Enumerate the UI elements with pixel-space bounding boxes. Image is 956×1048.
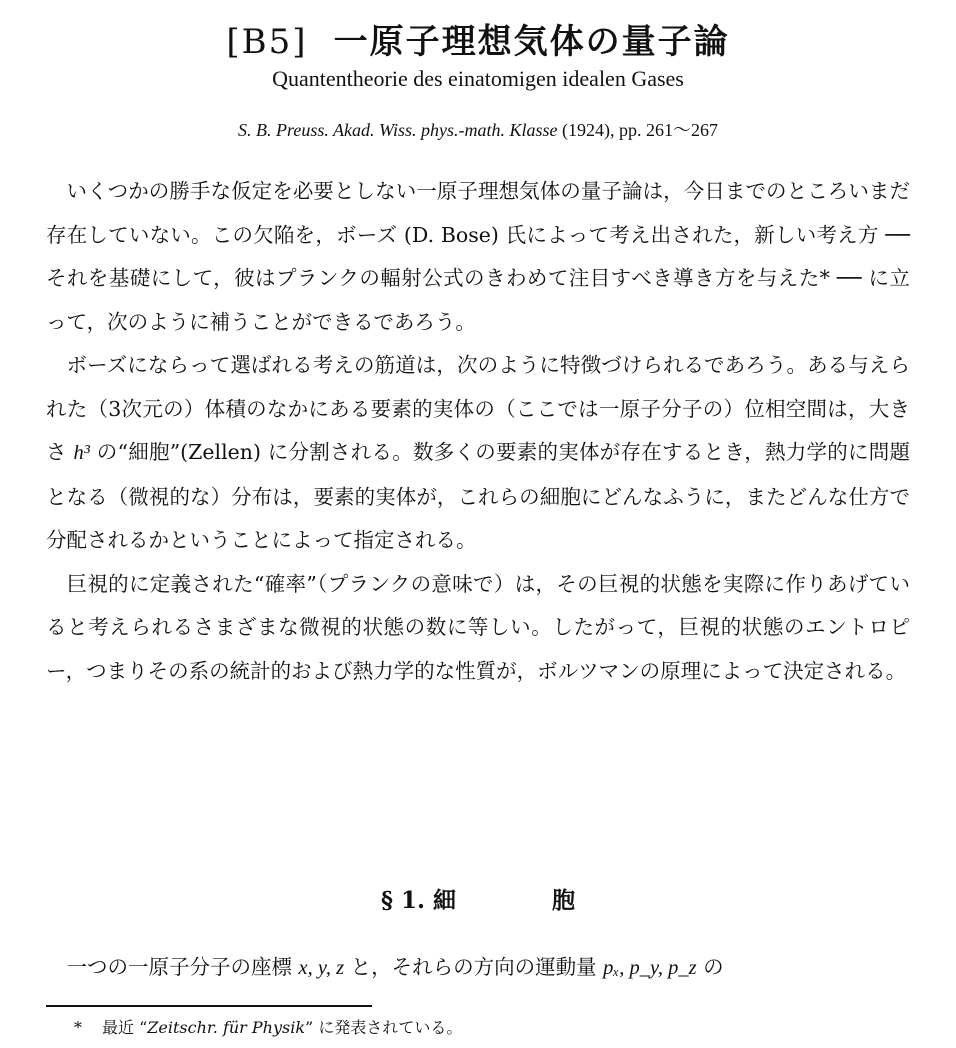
paragraph-4-start	[46, 946, 910, 991]
paragraph-2	[46, 344, 910, 563]
paper-code: [B5]	[226, 22, 308, 62]
paragraph-4-part-b: と，それらの方向の運動量	[344, 955, 604, 979]
footnote-post: ” に発表されている。	[305, 1018, 463, 1037]
paragraph-4-part-c: の	[696, 955, 724, 979]
footnote-journal: Zeitschr. für Physik	[147, 1018, 306, 1037]
paragraph-3: 巨視的に定義された“確率”（プランクの意味で）は，その巨視的状態を実際に作りあげていると考えられるさまざまな微視的状態の数に等しい。したがって，巨視的状態のエントロピー，つまりその系の統計的および熱力学的な性質が，ボルツマンの原理によって決定される。	[46, 571, 910, 683]
footnote	[74, 1015, 462, 1038]
citation-details: (1924), pp. 261～267	[557, 120, 718, 140]
footnote-divider	[46, 1005, 372, 1007]
planck-constant-cubed: h³	[73, 442, 90, 464]
citation-journal: S. B. Preuss. Akad. Wiss. phys.-math. Klasse	[238, 120, 558, 140]
coordinates-xyz: x, y, z	[298, 957, 345, 979]
paragraph-2-part-b: の“細胞”(Zellen) に分割される。数多くの要素的実体が存在するとき，熱力学的に問題となる（微視的な）分布は，要素的実体が，これらの細胞にどんなふうに，またどんな仕方で分配されるかということによって指定される。	[46, 440, 910, 552]
paper-title-german: Quantentheorie des einatomigen idealen Gases	[272, 66, 684, 91]
paper-title	[0, 14, 956, 63]
paragraph-1: いくつかの勝手な仮定を必要としない一原子理想気体の量子論は，今日までのところいまだ存在していない。この欠陥を，ボーズ (D. Bose) 氏によって考え出された，新しい考え方 ── それを基礎にして，彼はプランクの輻射公式のきわめて注目すべき導き方を与えた* ── に立って，次のように補うことができるであろう。	[46, 179, 910, 334]
section-heading	[0, 882, 956, 915]
paragraph-2-part-a: ボーズにならって選ばれる考えの筋道は，次のように特徴づけられるであろう。ある与えられた（3次元の）体積のなかにある要素的実体の（ここでは一原子分子の）位相空間は，大きさ	[46, 353, 910, 464]
section-title-a: 細	[433, 887, 457, 914]
section-number: § 1.	[380, 887, 426, 914]
paper-title-ja: 一原子理想気体の量子論	[333, 22, 730, 62]
section-title-b: 胞	[552, 887, 576, 914]
momenta-pxyz: pₓ, p_y, p_z	[603, 957, 697, 979]
footnote-mark: *	[74, 1018, 82, 1037]
body-text	[46, 170, 910, 693]
footnote-pre: 最近 “	[102, 1018, 148, 1037]
citation	[0, 116, 956, 142]
paragraph-4-part-a: 一つの一原子分子の座標	[66, 955, 299, 979]
